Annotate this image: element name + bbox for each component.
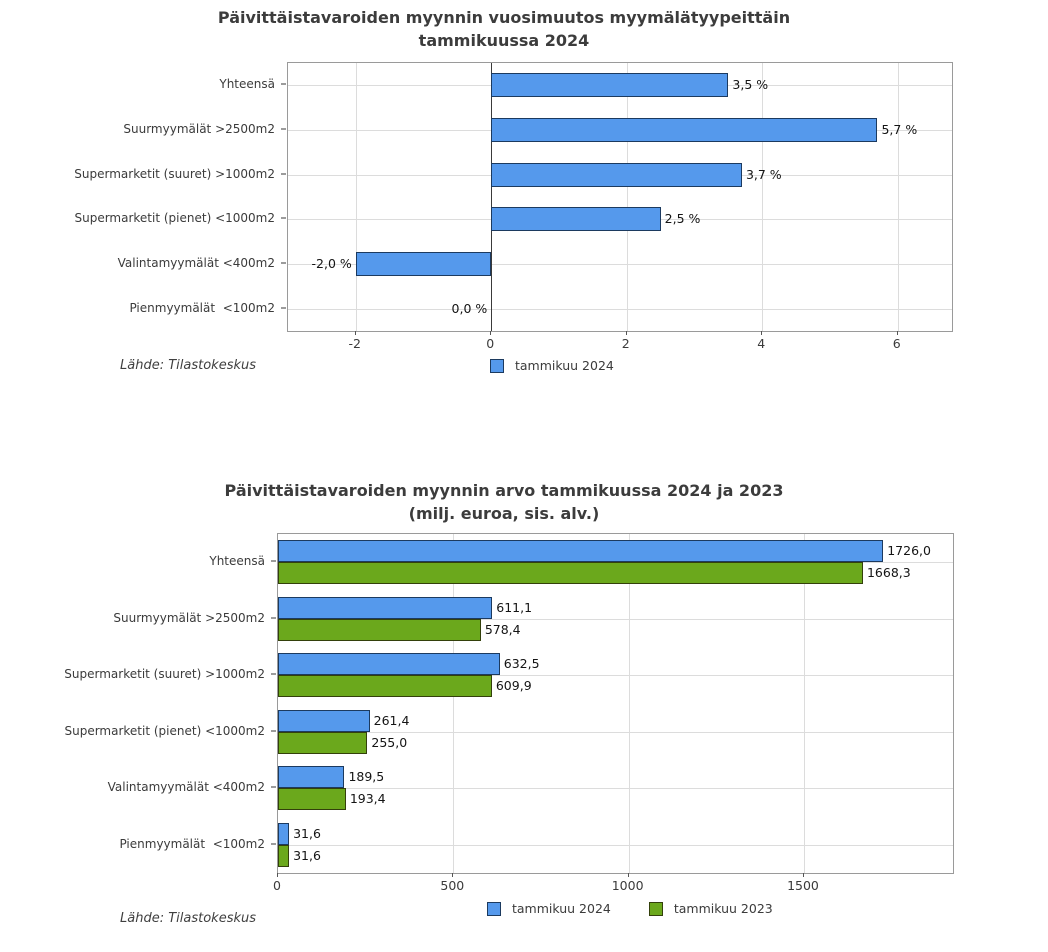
chart2-source-note: Lähde: Tilastokeskus [120, 911, 257, 926]
bar-tammikuu-2024 [356, 252, 492, 276]
x-tick-mark [355, 331, 356, 335]
bar-tammikuu-2023 [278, 619, 481, 641]
bar-value-label: 255,0 [371, 734, 408, 750]
x-tick-mark [452, 873, 453, 877]
y-tick-mark [271, 843, 276, 844]
y-tick-mark [271, 617, 276, 618]
bar-value-label: 31,6 [293, 825, 321, 841]
bar-tammikuu-2023 [278, 788, 346, 810]
x-tick-label: 0 [273, 878, 281, 893]
chart2-legend [487, 901, 773, 916]
x-tick-label: 500 [440, 878, 465, 893]
gridline-vertical [356, 63, 357, 331]
y-tick-mark [271, 730, 276, 731]
bar-tammikuu-2024 [491, 118, 877, 142]
bar-tammikuu-2023 [278, 675, 492, 697]
category-label: Valintamyymälät <400m2 [107, 780, 265, 795]
bar-value-label: 611,1 [496, 599, 533, 615]
bar-value-label: 2,5 % [664, 211, 701, 227]
x-tick-mark [761, 331, 762, 335]
bar-value-label: 3,7 % [745, 166, 782, 182]
x-tick-mark [490, 331, 491, 335]
bar-tammikuu-2024 [491, 73, 728, 97]
legend-swatch-tammikuu-2023 [649, 902, 663, 916]
legend-label: tammikuu 2024 [512, 901, 611, 916]
y-tick-mark [281, 263, 286, 264]
bar-tammikuu-2024 [278, 766, 344, 788]
bar-value-label: 261,4 [373, 712, 410, 728]
chart1-value-axis [287, 331, 951, 357]
bar-tammikuu-2024 [278, 823, 289, 845]
category-label: Pienmyymälät <100m2 [119, 836, 265, 851]
category-label: Suurmyymälät >2500m2 [113, 610, 265, 625]
gridline-horizontal [278, 845, 953, 846]
y-tick-mark [271, 674, 276, 675]
category-label: Suurmyymälät >2500m2 [123, 122, 275, 136]
gridline-vertical [453, 534, 454, 873]
chart1-legend [490, 358, 614, 373]
category-label: Yhteensä [219, 77, 275, 92]
bar-value-label: 1668,3 [866, 565, 911, 580]
chart2-category-axis [0, 533, 277, 872]
y-tick-mark [281, 173, 286, 174]
chart2-plot-area [277, 533, 954, 874]
bar-tammikuu-2023 [278, 845, 289, 867]
bar-value-label: 189,5 [348, 769, 385, 784]
x-tick-mark [626, 331, 627, 335]
legend-swatch-tammikuu-2024 [490, 359, 504, 373]
bar-tammikuu-2024 [278, 710, 370, 732]
legend-item [490, 358, 614, 373]
gridline-horizontal [288, 309, 952, 310]
x-tick-mark [628, 873, 629, 877]
chart1-source-note: Lähde: Tilastokeskus [120, 358, 257, 373]
legend-label: tammikuu 2024 [515, 358, 614, 373]
bar-value-label: 31,6 [293, 847, 321, 863]
bar-value-label: 578,4 [484, 621, 521, 637]
bar-value-label: 632,5 [503, 656, 540, 671]
chart2-subtitle: (milj. euroa, sis. alv.) [408, 504, 600, 523]
chart1-title: Päivittäistavaroiden myynnin vuosimuutos myymälätyypeittäin [217, 8, 791, 27]
x-tick-label: 6 [892, 336, 901, 351]
legend-item [649, 901, 773, 916]
x-tick-label: 1500 [787, 878, 819, 893]
chart2-title: Päivittäistavaroiden myynnin arvo tammikuussa 2024 ja 2023 [224, 481, 784, 500]
x-tick-mark [803, 873, 804, 877]
legend-item [487, 901, 611, 916]
x-tick-label: 1000 [611, 878, 644, 893]
x-tick-label: 4 [757, 336, 766, 351]
x-tick-mark [897, 331, 898, 335]
bar-value-label: 5,7 % [881, 121, 918, 137]
bar-value-label: 0,0 % [451, 300, 488, 316]
category-label: Supermarketit (pienet) <1000m2 [64, 723, 265, 738]
category-label: Supermarketit (suuret) >1000m2 [74, 166, 275, 181]
bar-tammikuu-2023 [278, 562, 863, 584]
category-label: Pienmyymälät <100m2 [129, 300, 275, 315]
x-tick-label: 0 [486, 336, 495, 351]
chart1-category-axis [0, 62, 287, 330]
bar-tammikuu-2024 [278, 540, 883, 562]
chart2-value-axis [273, 873, 952, 899]
gridline-horizontal [278, 732, 953, 733]
bar-value-label: -2,0 % [311, 255, 352, 271]
bar-tammikuu-2024 [491, 207, 660, 231]
gridline-vertical [804, 534, 805, 873]
y-tick-mark [281, 84, 286, 85]
legend-label: tammikuu 2023 [673, 901, 773, 916]
x-tick-label: 2 [621, 336, 630, 351]
x-tick-label: -2 [348, 336, 361, 351]
category-label: Yhteensä [209, 554, 265, 569]
category-label: Supermarketit (pienet) <1000m2 [74, 211, 275, 226]
y-tick-mark [281, 129, 286, 130]
bar-value-label: 609,9 [495, 678, 532, 693]
gridline-horizontal [278, 788, 953, 789]
gridline-vertical [627, 63, 628, 331]
zero-axis-line [491, 63, 492, 331]
category-label: Valintamyymälät <400m2 [117, 256, 275, 270]
category-label: Supermarketit (suuret) >1000m2 [64, 667, 265, 682]
y-tick-mark [281, 218, 286, 219]
chart1-plot-area [287, 62, 953, 332]
gridline-vertical [629, 534, 630, 873]
bar-value-label: 3,5 % [732, 77, 769, 93]
x-tick-mark [277, 873, 278, 877]
bar-tammikuu-2024 [491, 163, 742, 187]
y-tick-mark [271, 561, 276, 562]
chart1-subtitle: tammikuussa 2024 [418, 31, 590, 50]
bar-value-label: 1726,0 [887, 543, 931, 558]
bar-value-label: 193,4 [349, 791, 386, 806]
gridline-vertical [898, 63, 899, 331]
gridline-vertical [762, 63, 763, 331]
legend-swatch-tammikuu-2024 [487, 902, 501, 916]
bar-tammikuu-2023 [278, 732, 367, 754]
bar-tammikuu-2024 [278, 653, 500, 675]
y-tick-mark [271, 787, 276, 788]
bar-tammikuu-2024 [278, 597, 492, 619]
y-tick-mark [281, 307, 286, 308]
